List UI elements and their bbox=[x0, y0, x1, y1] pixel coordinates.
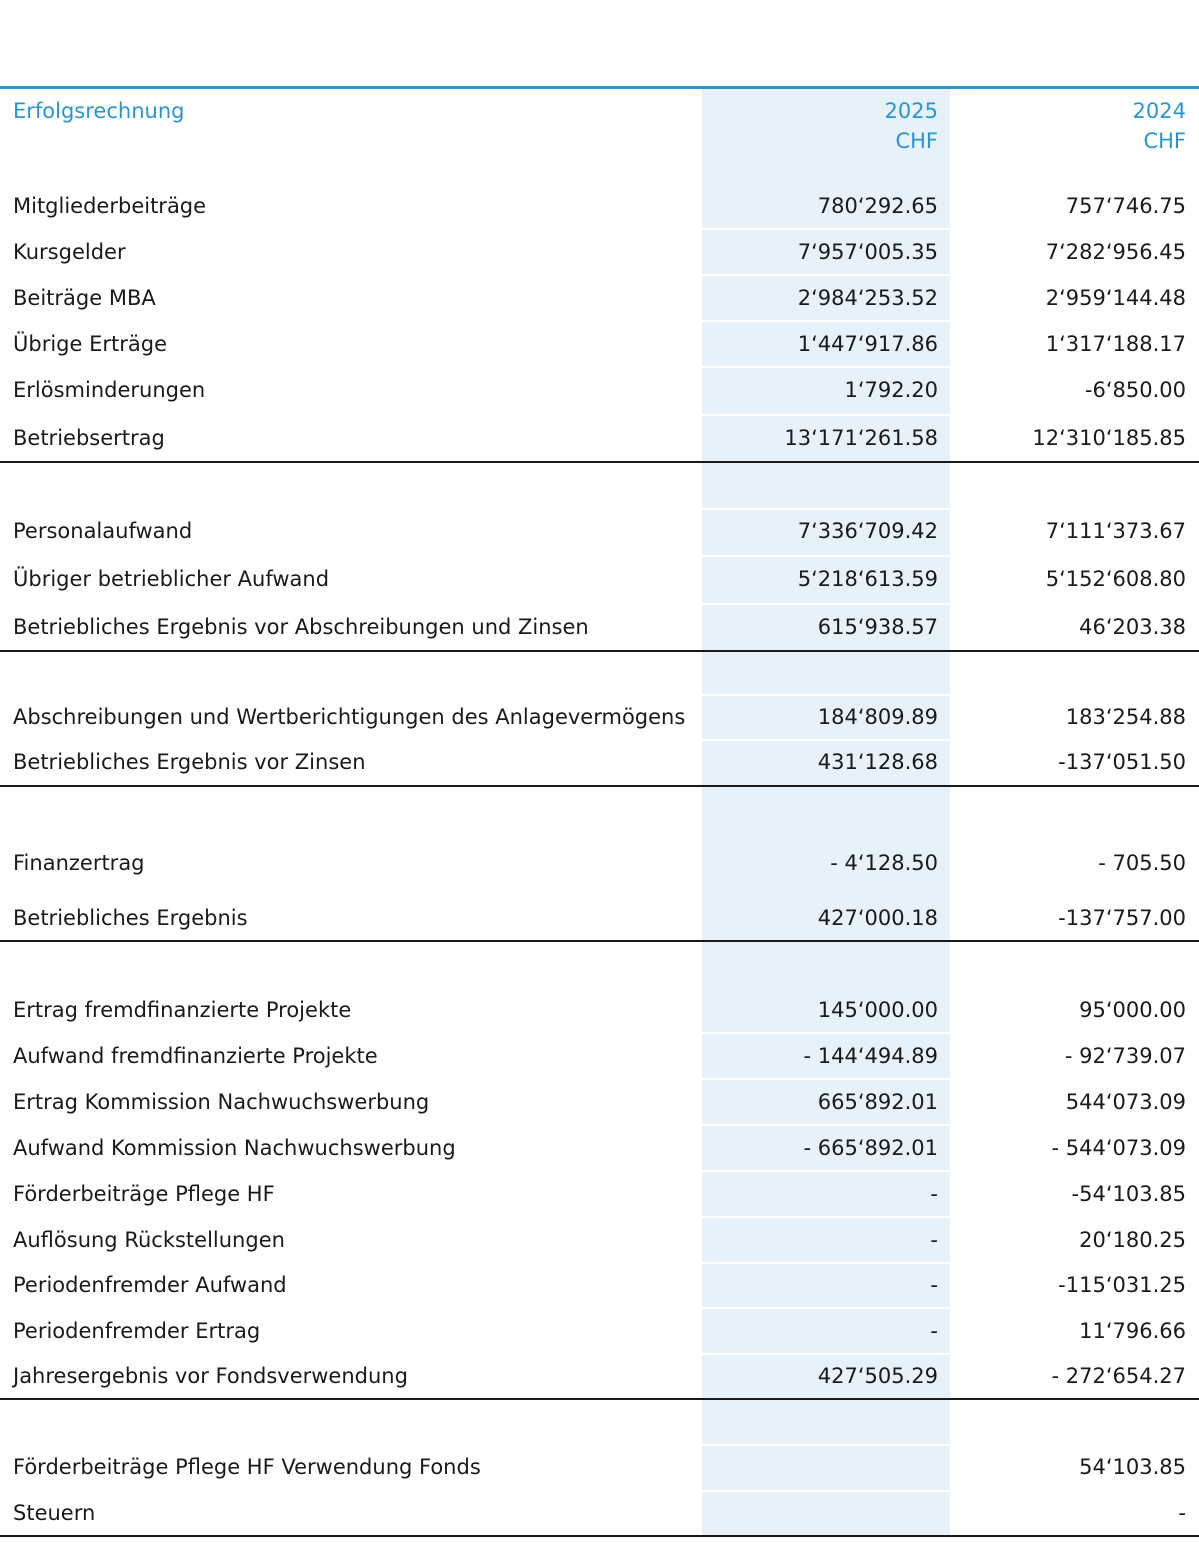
row-separator bbox=[702, 1032, 950, 1034]
row-label: Periodenfremder Ertrag bbox=[13, 1319, 261, 1343]
row-label: Beiträge MBA bbox=[13, 286, 156, 310]
table-row bbox=[0, 988, 1199, 1032]
header-top-rule bbox=[0, 86, 1199, 89]
value-2025: 7‘336‘709.42 bbox=[797, 519, 938, 543]
table-row bbox=[0, 1309, 1199, 1353]
table-row bbox=[0, 509, 1199, 553]
row-label: Periodenfremder Aufwand bbox=[13, 1273, 287, 1297]
value-2024: 20‘180.25 bbox=[1079, 1228, 1186, 1252]
row-separator bbox=[702, 694, 950, 696]
row-separator bbox=[702, 1262, 950, 1264]
section-rule bbox=[0, 461, 1199, 463]
value-2024: 757‘746.75 bbox=[1065, 194, 1186, 218]
row-separator bbox=[702, 1444, 950, 1446]
value-2024: 11‘796.66 bbox=[1079, 1319, 1186, 1343]
section-rule bbox=[0, 785, 1199, 787]
value-2024: -6‘850.00 bbox=[1084, 378, 1186, 402]
table-row bbox=[0, 1354, 1199, 1398]
value-2025: - 665‘892.01 bbox=[803, 1136, 938, 1160]
table-row bbox=[0, 605, 1199, 649]
row-label: Auflösung Rückstellungen bbox=[13, 1228, 285, 1252]
value-2025: - bbox=[930, 1182, 938, 1206]
column-header-2025-year: 2025 bbox=[884, 99, 938, 123]
row-separator bbox=[702, 603, 950, 605]
value-2025: 615‘938.57 bbox=[817, 615, 938, 639]
value-2024: -137‘051.50 bbox=[1058, 750, 1186, 774]
row-separator bbox=[702, 555, 950, 557]
section-rule bbox=[0, 940, 1199, 942]
value-2024: 46‘203.38 bbox=[1079, 615, 1186, 639]
row-separator bbox=[702, 1307, 950, 1309]
table-row bbox=[0, 1445, 1199, 1489]
value-2025: 665‘892.01 bbox=[817, 1090, 938, 1114]
row-label: Abschreibungen und Wertberichtigungen des Anlagevermögens bbox=[13, 705, 686, 729]
table-row bbox=[0, 1172, 1199, 1216]
column-header-2024-year: 2024 bbox=[1132, 99, 1186, 123]
row-label: Übrige Erträge bbox=[13, 332, 167, 356]
table-row bbox=[0, 1080, 1199, 1124]
table-row bbox=[0, 1218, 1199, 1262]
row-separator bbox=[702, 1353, 950, 1355]
value-2024: 544‘073.09 bbox=[1065, 1090, 1186, 1114]
value-2024: - 544‘073.09 bbox=[1051, 1136, 1186, 1160]
value-2024: 7‘282‘956.45 bbox=[1045, 240, 1186, 264]
table-row bbox=[0, 184, 1199, 228]
section-rule bbox=[0, 650, 1199, 652]
value-2024: - bbox=[1178, 1501, 1186, 1525]
value-2025: 1‘792.20 bbox=[844, 378, 938, 402]
value-2024: - 272‘654.27 bbox=[1051, 1364, 1186, 1388]
value-2025: - bbox=[930, 1319, 938, 1343]
value-2025: 5‘218‘613.59 bbox=[797, 567, 938, 591]
column-header-2024-unit: CHF bbox=[1143, 129, 1186, 153]
table-row bbox=[0, 1491, 1199, 1535]
row-label: Steuern bbox=[13, 1501, 96, 1525]
column-header-2025 bbox=[702, 96, 938, 156]
row-separator bbox=[702, 1216, 950, 1218]
value-2024: - 705.50 bbox=[1098, 851, 1186, 875]
row-separator bbox=[702, 739, 950, 741]
table-row bbox=[0, 695, 1199, 739]
column-header-2024 bbox=[950, 96, 1186, 156]
row-label: Betriebliches Ergebnis vor Zinsen bbox=[13, 750, 366, 774]
row-label: Betriebliches Ergebnis bbox=[13, 906, 248, 930]
table-row bbox=[0, 557, 1199, 601]
value-2024: 12‘310‘185.85 bbox=[1032, 426, 1186, 450]
row-separator bbox=[702, 1124, 950, 1126]
value-2025: 13‘171‘261.58 bbox=[784, 426, 938, 450]
value-2024: -137‘757.00 bbox=[1058, 906, 1186, 930]
value-2025: 1‘447‘917.86 bbox=[797, 332, 938, 356]
row-separator bbox=[702, 274, 950, 276]
table-row bbox=[0, 1126, 1199, 1170]
value-2024: 7‘111‘373.67 bbox=[1045, 519, 1186, 543]
table-row bbox=[0, 368, 1199, 412]
value-2024: 2‘959‘144.48 bbox=[1045, 286, 1186, 310]
value-2024: 5‘152‘608.80 bbox=[1045, 567, 1186, 591]
table-row bbox=[0, 322, 1199, 366]
row-label: Personalaufwand bbox=[13, 519, 193, 543]
value-2025: 184‘809.89 bbox=[817, 705, 938, 729]
value-2025: 780‘292.65 bbox=[817, 194, 938, 218]
table-row bbox=[0, 740, 1199, 784]
table-row bbox=[0, 1034, 1199, 1078]
section-rule bbox=[0, 1398, 1199, 1400]
row-separator bbox=[702, 1078, 950, 1080]
table-row bbox=[0, 896, 1199, 940]
value-2024: 1‘317‘188.17 bbox=[1045, 332, 1186, 356]
row-separator bbox=[702, 1490, 950, 1492]
value-2024: 95‘000.00 bbox=[1079, 998, 1186, 1022]
value-2025: - bbox=[930, 1273, 938, 1297]
value-2024: 54‘103.85 bbox=[1079, 1455, 1186, 1479]
row-label: Förderbeiträge Pflege HF bbox=[13, 1182, 275, 1206]
row-separator bbox=[702, 414, 950, 416]
table-row bbox=[0, 230, 1199, 274]
row-label: Ertrag Kommission Nachwuchswerbung bbox=[13, 1090, 430, 1114]
value-2025: - 144‘494.89 bbox=[803, 1044, 938, 1068]
row-label: Aufwand fremdfinanzierte Projekte bbox=[13, 1044, 378, 1068]
row-label: Jahresergebnis vor Fondsverwendung bbox=[13, 1364, 408, 1388]
row-label: Kursgelder bbox=[13, 240, 126, 264]
row-separator bbox=[702, 320, 950, 322]
table-title: Erfolgsrechnung bbox=[13, 99, 185, 123]
value-2025: 145‘000.00 bbox=[817, 998, 938, 1022]
value-2025: - 4‘128.50 bbox=[830, 851, 938, 875]
row-label: Ertrag fremdfinanzierte Projekte bbox=[13, 998, 352, 1022]
value-2024: 183‘254.88 bbox=[1065, 705, 1186, 729]
row-label: Aufwand Kommission Nachwuchswerbung bbox=[13, 1136, 456, 1160]
table-row bbox=[0, 1263, 1199, 1307]
row-separator bbox=[702, 366, 950, 368]
value-2024: - 92‘739.07 bbox=[1064, 1044, 1186, 1068]
row-label: Finanzertrag bbox=[13, 851, 145, 875]
value-2025: 427‘000.18 bbox=[817, 906, 938, 930]
row-label: Übriger betrieblicher Aufwand bbox=[13, 567, 330, 591]
value-2025: 431‘128.68 bbox=[817, 750, 938, 774]
value-2025: 427‘505.29 bbox=[817, 1364, 938, 1388]
row-separator bbox=[702, 1170, 950, 1172]
row-label: Betriebsertrag bbox=[13, 426, 165, 450]
value-2025: - bbox=[930, 1228, 938, 1252]
value-2024: -115‘031.25 bbox=[1058, 1273, 1186, 1297]
table-row bbox=[0, 416, 1199, 460]
value-2024: -54‘103.85 bbox=[1071, 1182, 1186, 1206]
section-rule bbox=[0, 1535, 1199, 1537]
row-label: Mitgliederbeiträge bbox=[13, 194, 207, 218]
row-label: Betriebliches Ergebnis vor Abschreibungen und Zinsen bbox=[13, 615, 589, 639]
row-label: Förderbeiträge Pflege HF Verwendung Fonds bbox=[13, 1455, 481, 1479]
row-separator bbox=[702, 508, 950, 510]
value-2025: 2‘984‘253.52 bbox=[797, 286, 938, 310]
row-label: Erlösminderungen bbox=[13, 378, 206, 402]
row-separator bbox=[702, 228, 950, 230]
value-2025: 7‘957‘005.35 bbox=[797, 240, 938, 264]
table-row bbox=[0, 276, 1199, 320]
column-header-2025-unit: CHF bbox=[895, 129, 938, 153]
table-row bbox=[0, 841, 1199, 885]
